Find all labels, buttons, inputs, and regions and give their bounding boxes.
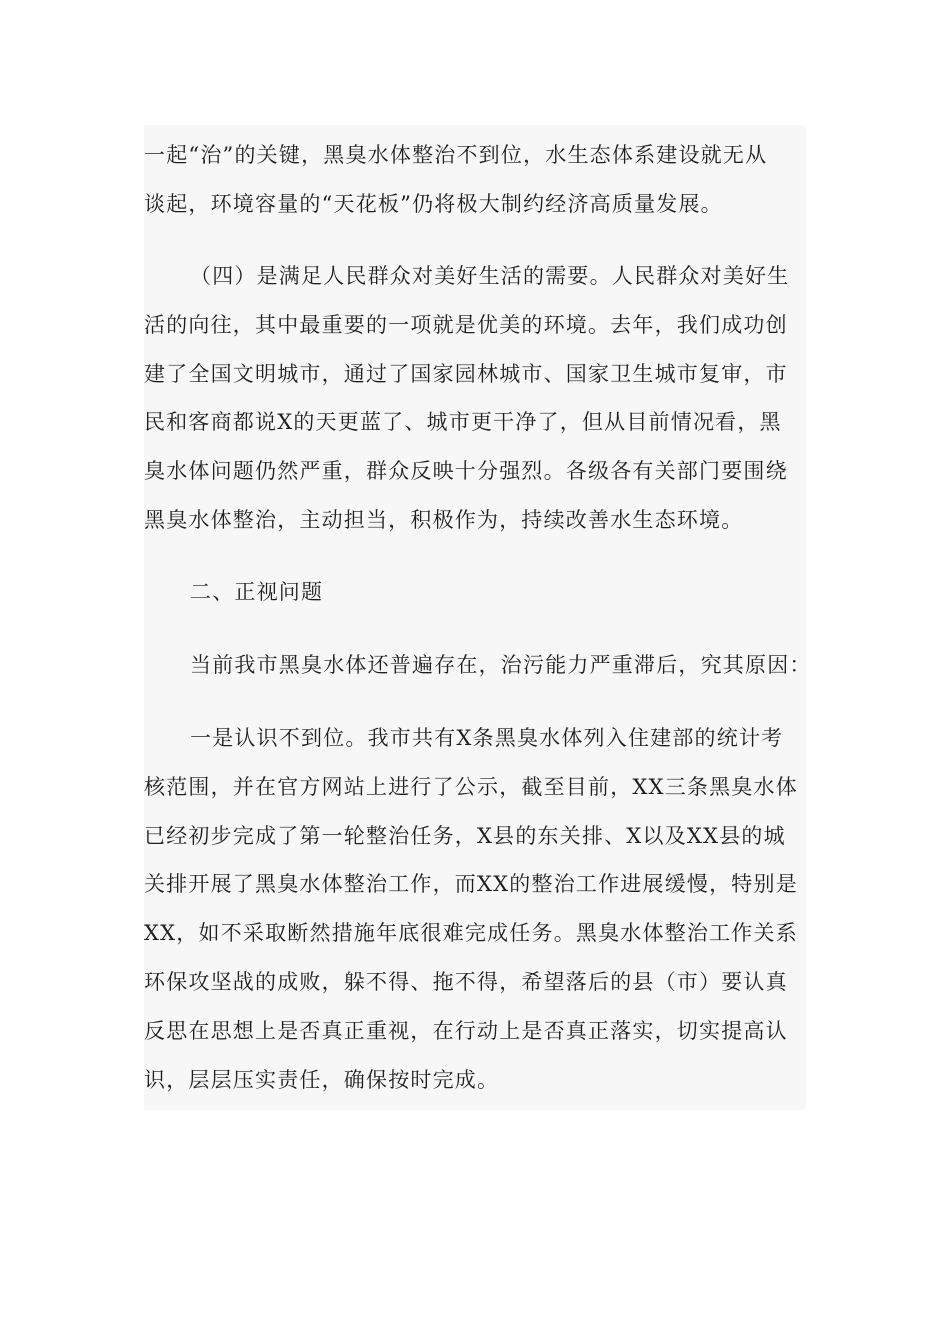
text-line: 已经初步完成了第一轮整治任务，X县的东关排、X以及XX县的城 [144, 823, 786, 848]
text-line: 活的向往，其中最重要的一项就是优美的环境。去年，我们成功创 [144, 312, 788, 337]
text-line: 黑臭水体整治，主动担当，积极作为，持续改善水生态环境。 [144, 507, 744, 532]
text-line: 识，层层压实责任，确保按时完成。 [144, 1067, 500, 1092]
section-heading [144, 568, 844, 617]
paragraph-continuation [144, 131, 844, 229]
text-block [144, 125, 812, 1110]
text-line: 核范围，并在官方网站上进行了公示，截至目前，XX三条黑臭水体 [144, 774, 798, 799]
text-line: 关排开展了黑臭水体整治工作，而XX的整治工作进展缓慢，特别是 [144, 872, 798, 897]
text-line: 谈起，环境容量的“天花板”仍将极大制约经济高质量发展。 [144, 191, 723, 216]
text-line: 当前我市黑臭水体还普遍存在，治污能力严重滞后，究其原因： [190, 653, 812, 677]
paragraph-intro [144, 641, 844, 690]
text-line: XX，如不采取断然措施年底很难完成任务。黑臭水体整治工作关系 [144, 921, 798, 946]
paragraph-one [144, 714, 844, 1104]
text-line: 民和客商都说X的天更蓝了、城市更干净了，但从目前情况看，黑 [144, 410, 782, 435]
text-line: 反思在思想上是否真正重视，在行动上是否真正落实，切实提高认 [144, 1018, 788, 1043]
text-line: （四）是满足人民群众对美好生活的需要。人民群众对美好生 [190, 264, 790, 288]
text-line: 臭水体问题仍然严重，群众反映十分强烈。各级各有关部门要围绕 [144, 459, 788, 484]
paragraph-four [144, 252, 844, 545]
text-line: 一起“治”的关键，黑臭水体整治不到位，水生态体系建设就无从 [144, 143, 768, 167]
text-line: 建了全国文明城市，通过了国家园林城市、国家卫生城市复审，市 [144, 361, 788, 386]
text-line: 环保攻坚战的成败，躲不得、拖不得，希望落后的县（市）要认真 [144, 969, 788, 994]
text-line: 一是认识不到位。我市共有X条黑臭水体列入住建部的统计考 [190, 726, 784, 750]
heading-line: 二、正视问题 [190, 580, 324, 604]
